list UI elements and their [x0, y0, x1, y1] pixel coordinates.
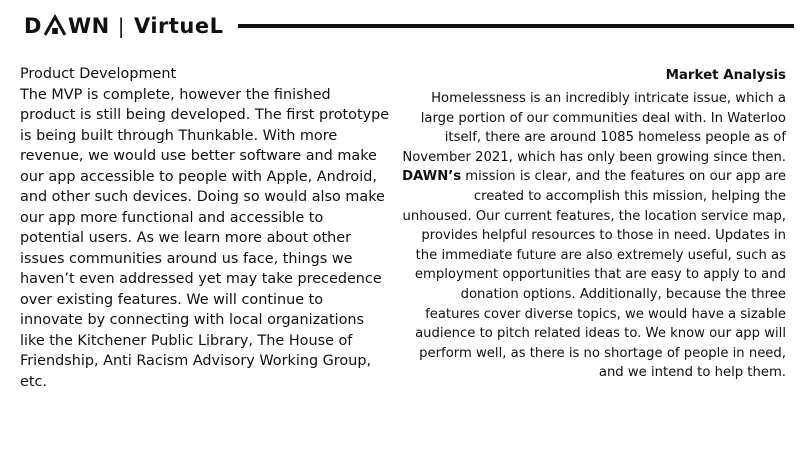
product-development-section	[20, 64, 390, 392]
product-development-body: The MVP is complete, however the finished product is still being developed. The first prototype is being built through Thunkable. With more revenue, we would use better software and make our app accessible to people with Apple, Android, and other such devices. Doing so would also make our app more functional and accessible to potential users. As we learn more about other issues communities around us face, things we haven’t even addressed yet may take precedence over existing features. We will continue to innovate by connecting with local organizations like the Kitchener Public Library, The House of Friendship, Anti Racism Advisory Working Group, etc.	[20, 86, 390, 390]
logo-letter-d: D	[24, 14, 42, 38]
market-analysis-text-2: mission is clear, and the features on our app are created to accomplish this mission, helping the unhoused. Our current features, the location service map, provides helpful resources to those in need. Updates in the immediate future are also extremely useful, such as employment opportunities that are easy to apply to and donation options. Additionally, because the three features cover diverse topics, we would have a sizable audience to pitch related ideas to. We know our app will perform well, as there is no shortage of people in need, and we intend to help them.	[402, 169, 786, 381]
logo-letters-wn: WN	[67, 14, 110, 38]
market-analysis-heading: Market Analysis	[665, 68, 786, 83]
product-development-heading: Product Development	[20, 66, 177, 82]
market-analysis-section	[402, 66, 786, 383]
logo-separator: |	[117, 14, 125, 38]
market-analysis-bold-text: DAWN’s	[402, 169, 462, 185]
header	[24, 12, 794, 40]
market-analysis-text-1: Homelessness is an incredibly intricate issue, which a large portion of our communities deal with. In Waterloo itself, there are around 1085 homeless people as of November 2021, which has only been growing since then.	[402, 91, 786, 165]
header-rule	[238, 24, 795, 28]
logo	[24, 14, 224, 38]
brand-name: VirtueL	[133, 14, 224, 38]
market-analysis-body	[402, 89, 786, 383]
house-icon	[43, 14, 67, 38]
